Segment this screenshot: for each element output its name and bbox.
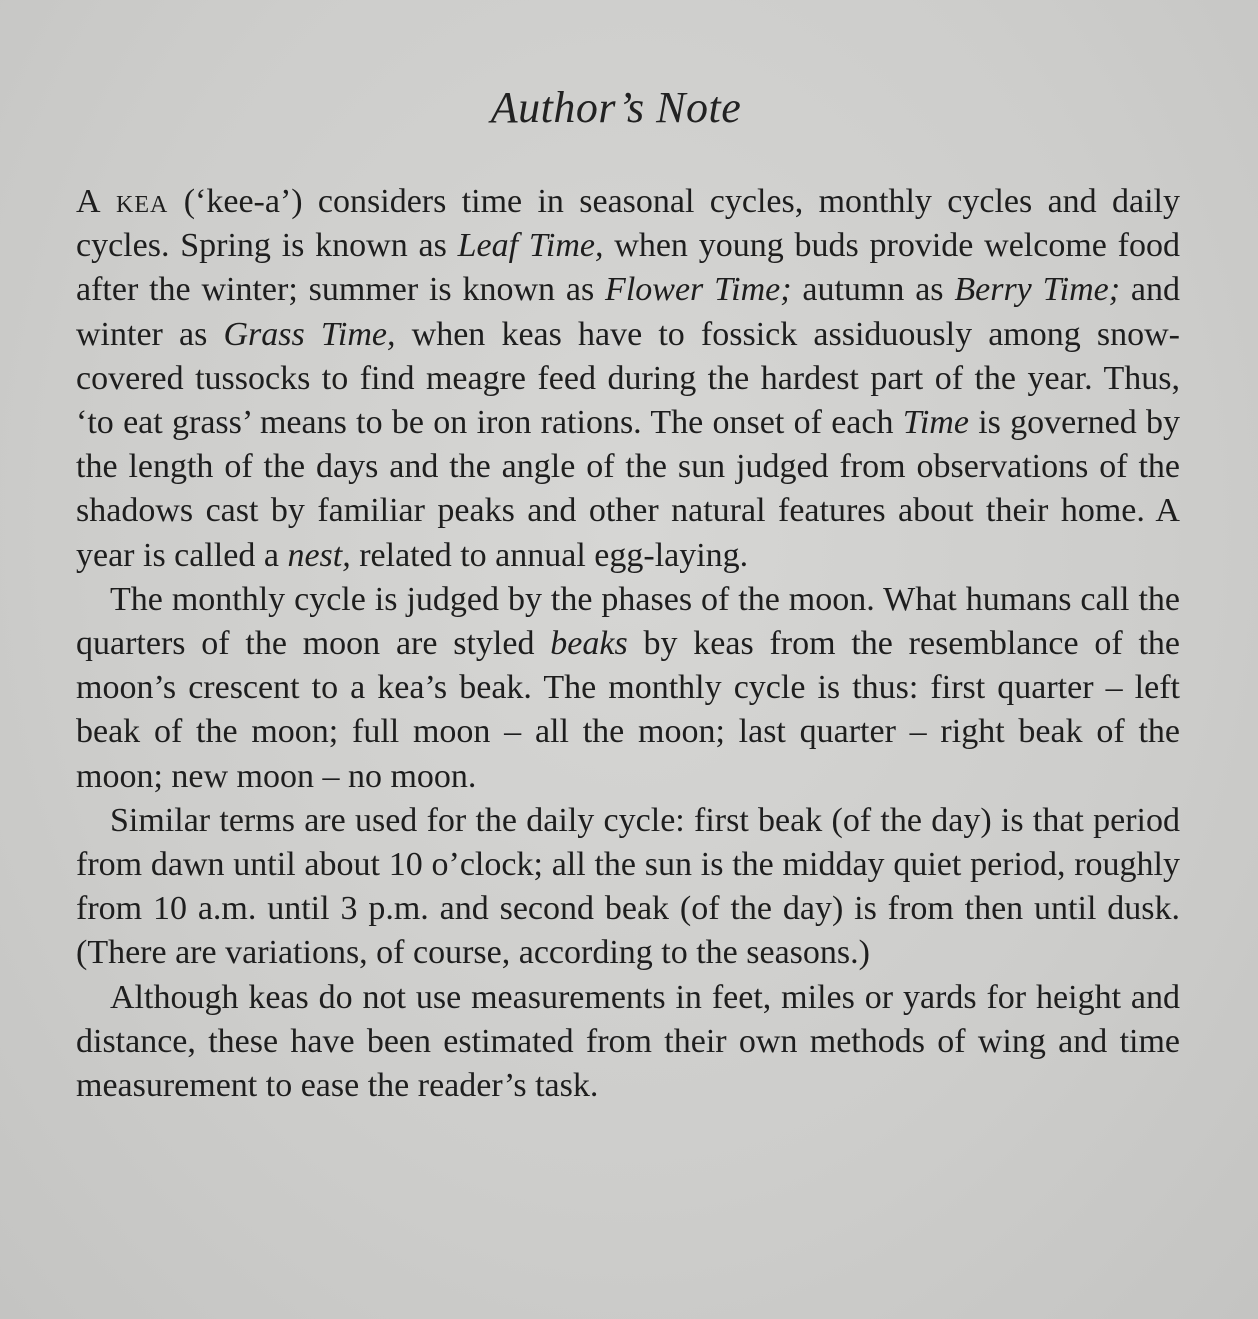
text-run: when young buds provide welcome food after the winter; summer is known as xyxy=(76,227,1180,309)
italic-term: Flower Time; xyxy=(605,271,792,309)
page-body xyxy=(76,180,1180,1108)
italic-term: Berry Time; xyxy=(954,271,1121,309)
paragraph-seasons xyxy=(76,180,1180,578)
paragraph-monthly-cycle xyxy=(76,578,1180,799)
text-run: is governed by the length of the days and the angle of the sun judged from observations of the shadows cast by familiar peaks and other natural features about their home. A year is called a xyxy=(76,404,1180,574)
paragraph-measurements: Although keas do not use measurements in feet, miles or yards for height and distance, these have been estimated from their own methods of wing and time measurement to ease the reader’s task. xyxy=(76,978,1180,1105)
italic-term: nest, xyxy=(287,536,351,574)
italic-term: beaks xyxy=(550,625,628,663)
text-run: by keas from the resemblance of the moon’s crescent to a kea’s beak. The monthly cycle is thus: first quarter – left beak of the moon; full moon – all the moon; last quarter – right beak of the moon; new moon – no moon. xyxy=(76,625,1180,795)
italic-term: Time xyxy=(902,404,969,442)
text-run: autumn as xyxy=(791,271,955,309)
page-title: Author’s Note xyxy=(490,83,742,132)
italic-term: Grass Time, xyxy=(223,315,396,353)
text-run: and winter as xyxy=(76,271,1180,353)
text-run: related to annual egg-laying. xyxy=(350,536,749,574)
text-run: The monthly cycle is judged by the phases of the moon. What humans call the quarters of the moon are styled xyxy=(76,580,1180,663)
text-run: (‘kee-a’) considers time in seasonal cycles, monthly cycles and daily cycles. Spring is known as xyxy=(76,183,1180,265)
paragraph-daily-cycle: Similar terms are used for the daily cycle: first beak (of the day) is that period from dawn until about 10 o’clock; all the sun is the midday quiet period, roughly from 10 a.m. until 3 p.m. and second beak (of the day) is from then until dusk. (There are variations, of course, according to the seasons.) xyxy=(76,801,1180,972)
text-run: when keas have to fossick assiduously among snow-covered tussocks to find meagre feed during the hardest part of the year. Thus, ‘to eat grass’ means to be on iron rations. The onset of each xyxy=(76,315,1181,442)
lead-in: A kea xyxy=(76,183,169,220)
italic-term: Leaf Time, xyxy=(457,227,604,265)
